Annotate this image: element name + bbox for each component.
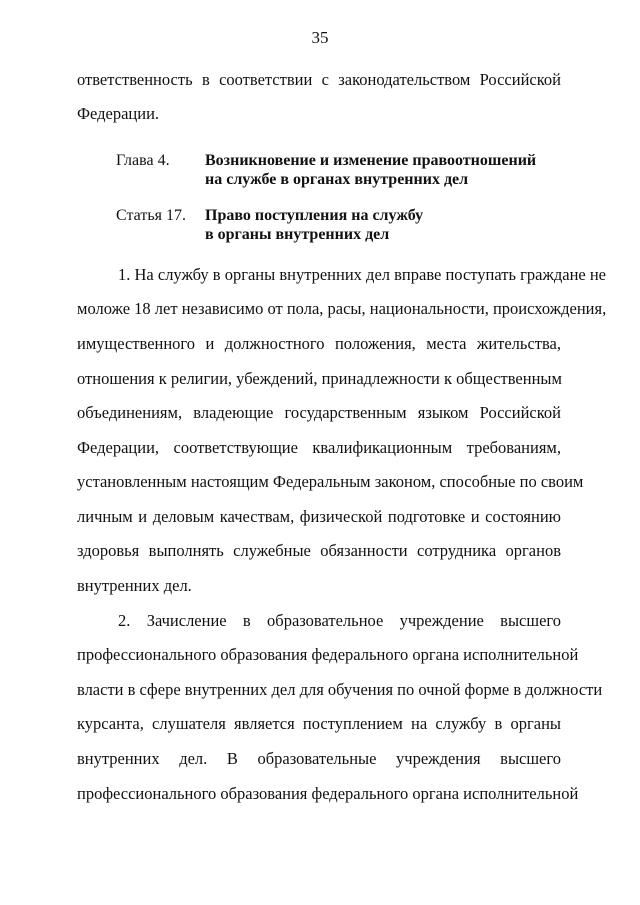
chapter-label: Глава 4.: [116, 152, 170, 169]
paragraph-line: имущественного и должностного положения, места жительства,: [77, 334, 561, 353]
paragraph-line: внутренних дел. В образовательные учреждения высшего: [77, 749, 561, 768]
intro-line: ответственность в соответствии с законодательством Российской: [77, 70, 561, 89]
paragraph-line: профессионального образования федерального органа исполнительной: [77, 784, 579, 803]
paragraph-line: Федерации, соответствующие квалификационным требованиям,: [77, 438, 561, 457]
chapter-title-line: Возникновение и изменение правоотношений: [205, 152, 537, 169]
paragraph-line: 2. Зачисление в образовательное учреждение высшего: [118, 611, 561, 630]
page-number: 35: [311, 28, 329, 47]
article-label: Статья 17.: [116, 207, 186, 224]
paragraph-line: 1. На службу в органы внутренних дел вправе поступать граждане не: [118, 265, 606, 284]
article-title-line: Право поступления на службу: [205, 207, 424, 224]
paragraph-line: курсанта, слушателя является поступлением на службу в органы: [77, 714, 561, 733]
paragraph-line: личным и деловым качествам, физической подготовке и состоянию: [77, 507, 561, 526]
paragraph-line: моложе 18 лет независимо от пола, расы, национальности, происхождения,: [77, 299, 607, 318]
paragraph-line: власти в сфере внутренних дел для обучения по очной форме в должности: [77, 680, 603, 699]
paragraph-line: отношения к религии, убеждений, принадлежности к общественным: [77, 369, 562, 388]
intro-line: Федерации.: [77, 104, 160, 123]
paragraph-line: объединениям, владеющие государственным языком Российской: [77, 403, 561, 422]
article-title-line: в органы внутренних дел: [205, 226, 390, 243]
paragraph-line: профессионального образования федерального органа исполнительной: [77, 645, 579, 664]
paragraph-line: здоровья выполнять служебные обязанности сотрудника органов: [77, 541, 561, 560]
paragraph-line: внутренних дел.: [77, 576, 192, 595]
chapter-title-line: на службе в органах внутренних дел: [205, 171, 469, 188]
paragraph-line: установленным настоящим Федеральным законом, способные по своим: [77, 472, 584, 491]
